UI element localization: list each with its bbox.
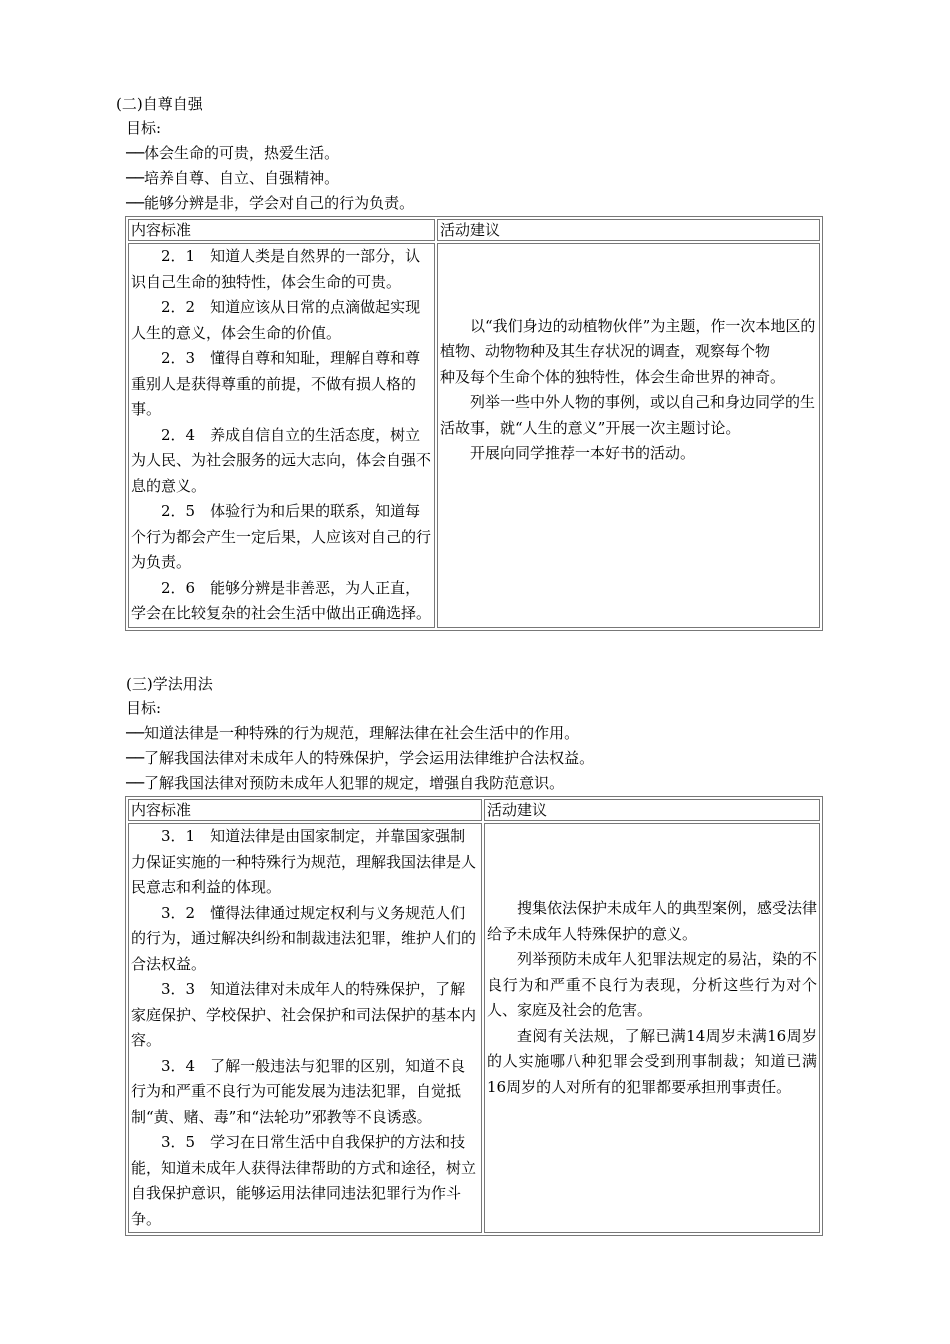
goal-item: ──培养自尊、自立、自强精神。 [126,169,340,187]
activity-item: 种及每个生命个体的独特性，体会生命世界的神奇。 [440,367,786,386]
header-activity-suggestion: 活动建议 [437,219,820,241]
standard-item: 2．6 能够分辨是非善恶，为人正直，学会在比较复杂的社会生活中做出正确选择。 [131,578,432,622]
activity-item: 查阅有关法规，了解已满14周岁未满16周岁的人实施哪八种犯罪会受到刑事制裁；知道已满16周岁的人对所有的犯罪都要承担刑事责任。 [487,1026,817,1096]
standard-item: 2．2 知道应该从日常的点滴做起实现人生的意义，体会生命的价值。 [131,298,421,342]
section-self-respect [116,92,824,631]
activities-cell [484,823,820,1233]
activity-item: 列举预防未成年人犯罪法规定的易沾，染的不良行为和严重不良行为表现，分析这些行为对个人、家庭及社会的危害。 [487,950,818,1019]
standards-cell [128,823,482,1233]
goal-label: 目标: [126,119,162,137]
standards-table [125,216,823,631]
goal-item: ──能够分辨是非，学会对自己的行为负责。 [126,194,415,212]
standard-item: 2．1 知道人类是自然界的一部分，认识自己生命的独特性，体会生命的可贵。 [131,247,421,291]
standard-item: 3．5 学习在日常生活中自我保护的方法和技能，知道未成年人获得法律帮助的方式和途径，树立自我保护意识，能够运用法律同违法犯罪行为作斗争。 [131,1133,477,1228]
standard-item: 3．2 懂得法律通过规定权利与义务规范人们的行为，通过解决纠纷和制裁违法犯罪，维护人们的合法权益。 [131,903,477,973]
section-title: (三)学法用法 [126,675,213,693]
standard-item: 3．3 知道法律对未成年人的特殊保护，了解家庭保护、学校保护、社会保护和司法保护的基本内容。 [131,980,477,1049]
activity-item: 搜集依法保护未成年人的典型案例，感受法律给予未成年人特殊保护的意义。 [487,899,818,943]
standard-item: 2．5 体验行为和后果的联系，知道每个行为都会产生一定后果，人应该对自己的行为负责。 [131,502,432,571]
standard-item: 2．3 懂得自尊和知耻，理解自尊和尊重别人是获得尊重的前提，不做有损人格的事。 [131,349,421,418]
standards-table [125,796,823,1236]
goal-label: 目标: [126,699,162,717]
header-activity-suggestion: 活动建议 [484,799,820,821]
goal-item: ──了解我国法律对预防未成年人犯罪的规定，增强自我防范意识。 [126,774,565,792]
activity-item: 以“我们身边的动植物伙伴”为主题，作一次本地区的植物、动物物种及其生存状况的调查，观察每个物 [440,316,816,361]
activity-item: 列举一些中外人物的事例，或以自己和身边同学的生活故事，就“人生的意义”开展一次主题讨论。 [440,393,816,437]
activities-cell [437,243,820,628]
header-content-standard: 内容标准 [128,799,482,821]
goal-item: ──知道法律是一种特殊的行为规范，理解法律在社会生活中的作用。 [126,724,580,742]
standard-item: 2．4 养成自信自立的生活态度，树立为人民、为社会服务的远大志向，体会自强不息的意义。 [131,425,432,495]
section-law [126,672,824,1236]
section-title: (二)自尊自强 [116,95,203,113]
standard-item: 3．4 了解一般违法与犯罪的区别，知道不良行为和严重不良行为可能发展为违法犯罪，自觉抵制“黄、赌、毒”和“法轮功”邪教等不良诱惑。 [131,1056,466,1126]
standard-item: 3．1 知道法律是由国家制定，并靠国家强制力保证实施的一种特殊行为规范，理解我国法律是人民意志和利益的体现。 [131,827,477,896]
activity-item: 开展向同学推荐一本好书的活动。 [470,444,696,463]
standards-cell [128,243,435,628]
header-content-standard: 内容标准 [128,219,435,241]
goal-item: ──了解我国法律对未成年人的特殊保护，学会运用法律维护合法权益。 [126,749,595,767]
goal-item: ──体会生命的可贵，热爱生活。 [126,144,340,162]
